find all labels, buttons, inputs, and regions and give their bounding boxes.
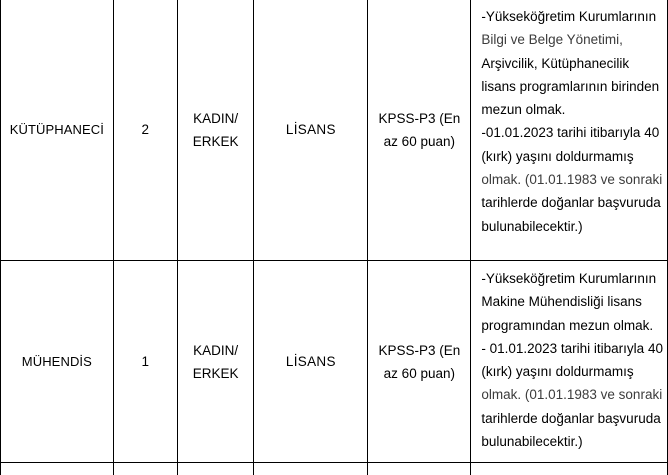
requirement-line: Arşivcilik, Kütüphanecilik xyxy=(481,55,630,71)
education-level: LİSANS xyxy=(285,354,336,369)
requirement-line: mezun olmak. xyxy=(481,102,566,118)
requirement-line: - 01.01.2023 tarihi itibarıyla 40 xyxy=(481,340,663,356)
gender-cell xyxy=(177,261,254,463)
requirement-line: Bilgi ve Belge Yönetimi, xyxy=(481,32,623,48)
requirement-line: -01.01.2023 tarihi itibarıyla 40 xyxy=(481,125,660,141)
requirement-line: -Yükseköğretim Kurumlarının xyxy=(481,9,657,24)
requirement-line: tarihlerde doğanlar başvuruda xyxy=(481,195,661,211)
requirements-cell xyxy=(471,261,668,463)
table-cell xyxy=(368,463,471,475)
requirement-line: Makine Mühendisliği lisans xyxy=(481,294,642,310)
count-cell xyxy=(113,0,177,261)
position-cell xyxy=(1,261,114,463)
exam-line: KPSS-P3 (En xyxy=(378,110,461,126)
requirement-line: tarihlerde doğanlar başvuruda xyxy=(481,410,661,426)
position-cell xyxy=(1,0,114,261)
requirements-cell xyxy=(471,0,668,261)
position-count: 1 xyxy=(141,354,150,369)
count-cell xyxy=(113,261,177,463)
table-cell xyxy=(471,463,668,475)
education-cell xyxy=(254,261,368,463)
requirement-line: olmak. (01.01.1983 ve sonraki xyxy=(481,172,663,188)
position-name: MÜHENDİS xyxy=(21,354,92,369)
gender-line: KADIN/ xyxy=(193,342,239,358)
education-level: LİSANS xyxy=(285,122,336,137)
gender-line: KADIN/ xyxy=(193,110,239,126)
gender-line: ERKEK xyxy=(192,365,239,381)
requirement-line: bulunabilecektir.) xyxy=(481,218,583,234)
table-cell xyxy=(177,463,254,475)
exam-line: KPSS-P3 (En xyxy=(378,342,461,358)
table-cell xyxy=(254,463,368,475)
requirement-line: programından mezun olmak. xyxy=(481,317,654,333)
gender-cell xyxy=(177,0,254,261)
requirement-line: olmak. (01.01.1983 ve sonraki xyxy=(481,387,663,403)
table-row xyxy=(1,0,668,261)
requirement-line: bulunabilecektir.) xyxy=(481,434,583,450)
table-row xyxy=(1,261,668,463)
table-cell xyxy=(113,463,177,475)
position-name: KÜTÜPHANECİ xyxy=(9,122,104,137)
education-cell xyxy=(254,0,368,261)
table-cell xyxy=(1,463,114,475)
exam-cell xyxy=(368,261,471,463)
exam-cell xyxy=(368,0,471,261)
exam-line: az 60 puan) xyxy=(383,365,455,381)
requirement-line: (kırk) yaşını doldurmamış xyxy=(481,148,634,164)
position-count: 2 xyxy=(141,122,150,137)
requirement-line: lisans programlarının birinden xyxy=(481,78,660,94)
table-row-partial xyxy=(1,463,668,475)
requirement-line: -Yükseköğretim Kurumlarının xyxy=(481,271,657,286)
gender-line: ERKEK xyxy=(192,133,239,149)
requirement-line: (kırk) yaşını doldurmamış xyxy=(481,364,634,380)
exam-line: az 60 puan) xyxy=(383,133,455,149)
